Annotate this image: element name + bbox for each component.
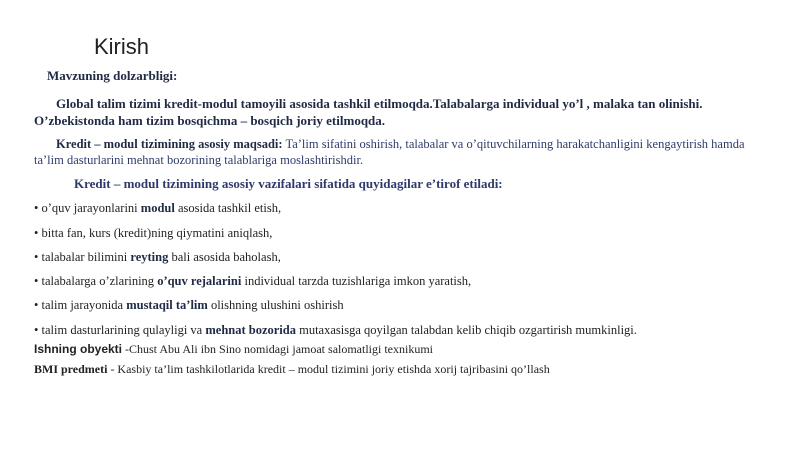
list-item: • talabalarga o’zlarining o’quv rejalarini individual tarzda tuzishlariga imkon yaratish, xyxy=(34,274,472,288)
subject-line xyxy=(34,361,774,377)
list-item: • talim jarayonida mustaqil ta’lim olishning ulushini oshirish xyxy=(34,298,344,312)
subject-text: - Kasbiy ta’lim tashkilotlarida kredit – modul tizimini joriy etishda xorij tajribasini qo’llash xyxy=(107,362,550,376)
tasks-heading: Kredit – modul tizimining asosiy vazifalari sifatida quyidagilar e’tirof etiladi: xyxy=(74,176,503,191)
goal-text: Ta’lim sifatini oshirish, talabalar va o’qituvchilarning harakatchanligini kengaytirish hamda ta’lim dasturlarini mehnat bozorining talablariga moslashtirishdir. xyxy=(34,137,745,167)
list-item: • bitta fan, kurs (kredit)ning qiymatini aniqlash, xyxy=(34,226,273,240)
object-line xyxy=(34,341,774,357)
goal-paragraph xyxy=(34,136,774,168)
subject-label: BMI predmeti xyxy=(34,362,108,376)
object-label: Ishning obyekti xyxy=(34,342,123,356)
list-item: • o’quv jarayonlarini modul asosida tashkil etish, xyxy=(34,201,282,215)
slide-title: Kirish xyxy=(94,34,150,59)
object-text: -Chust Abu Ali ibn Sino nomidagi jamoat salomatligi texnikumi xyxy=(122,342,434,356)
goal-label: Kredit – modul tizimining asosiy maqsadi: xyxy=(56,137,283,151)
list-item: • talabalar bilimini reyting bali asosida baholash, xyxy=(34,250,281,264)
list-item: • talim dasturlarining qulayligi va mehnat bozorida mutaxasisga qoyilgan talabdan kelib chiqib ozgartirish mumkinligi. xyxy=(34,323,637,337)
global-paragraph: Global talim tizimi kredit-modul tamoyili asosida tashkil etilmoqda.Talabalarga individual yo’l , malaka tan olinishi. O’zbekistonda ham tizim bosqichma – bosqich joriy etilmoqda. xyxy=(34,96,703,128)
relevance-heading: Mavzuning dolzarbligi: xyxy=(47,68,178,83)
